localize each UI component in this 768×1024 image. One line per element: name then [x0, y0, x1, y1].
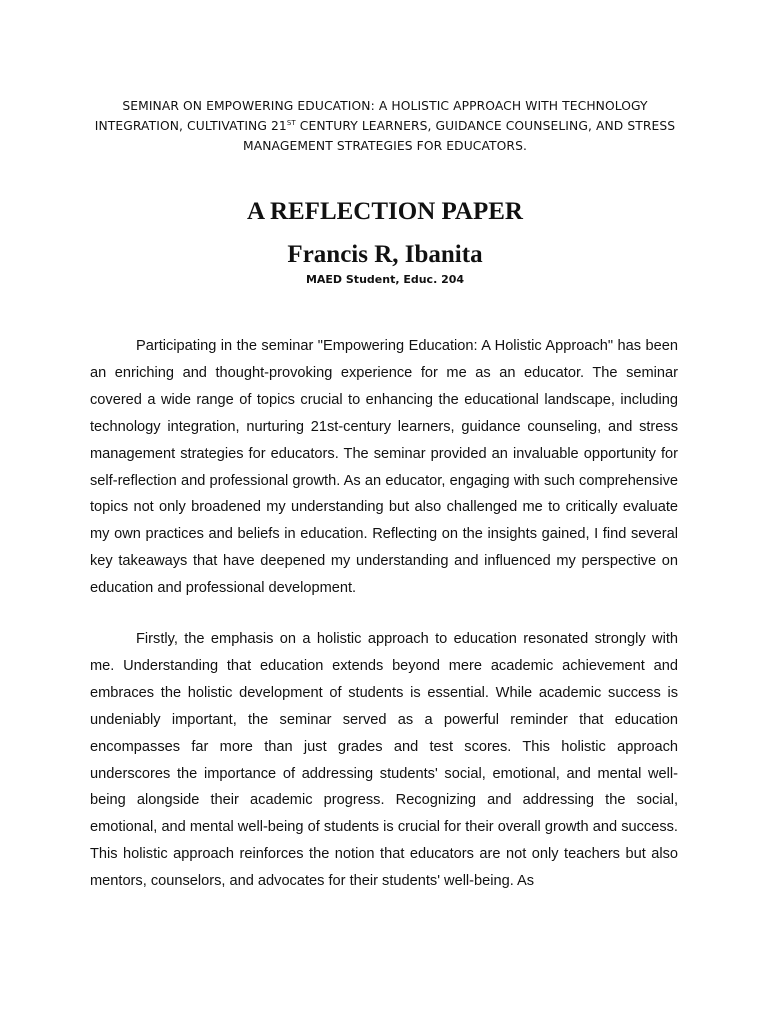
author-affiliation: MAED Student, Educ. 204 [305, 273, 465, 286]
document-title: A REFLECTION PAPER [247, 198, 523, 225]
seminar-title-part2: CENTURY LEARNERS, GUIDANCE COUNSELING, AND STRESS MANAGEMENT STRATEGIES FOR EDUCATORS. [243, 119, 676, 153]
seminar-title [90, 96, 680, 156]
seminar-title-part1: SEMINAR ON EMPOWERING EDUCATION: A HOLISTIC APPROACH WITH TECHNOLOGY INTEGRATION, CULTIVATING 21 [94, 99, 648, 133]
seminar-title-superscript: ST [286, 119, 296, 127]
body-paragraph-1: Participating in the seminar "Empowering Education: A Holistic Approach" has been an enriching and thought-provoking experience for me as an educator. The seminar covered a wide range of topics crucial to enhancing the educational landscape, including technology integration, nurturing 21st-century learners, guidance counseling, and stress management strategies for educators. The seminar provided an invaluable opportunity for self-reflection and professional growth. As an educator, engaging with such comprehensive topics not only broadened my understanding but also challenged me to critically evaluate my own practices and beliefs in education. Reflecting on the insights gained, I find several key takeaways that have deepened my understanding and influenced my perspective on education and professional development. [90, 338, 678, 597]
author-name: Francis R, Ibanita [287, 241, 483, 268]
body-paragraph-2: Firstly, the emphasis on a holistic approach to education resonated strongly with me. Understanding that education extends beyond mere academic achievement and embraces the holistic development of students is essential. While academic success is undeniably important, the seminar served as a powerful reminder that education encompasses far more than just grades and test scores. This holistic approach underscores the importance of addressing students' social, emotional, and mental well-being alongside their academic progress. Recognizing and addressing the social, emotional, and mental well-being of students is crucial for their overall growth and success. This holistic approach reinforces the notion that educators are not only teachers but also mentors, counselors, and advocates for their students' well-being. As [90, 631, 678, 890]
